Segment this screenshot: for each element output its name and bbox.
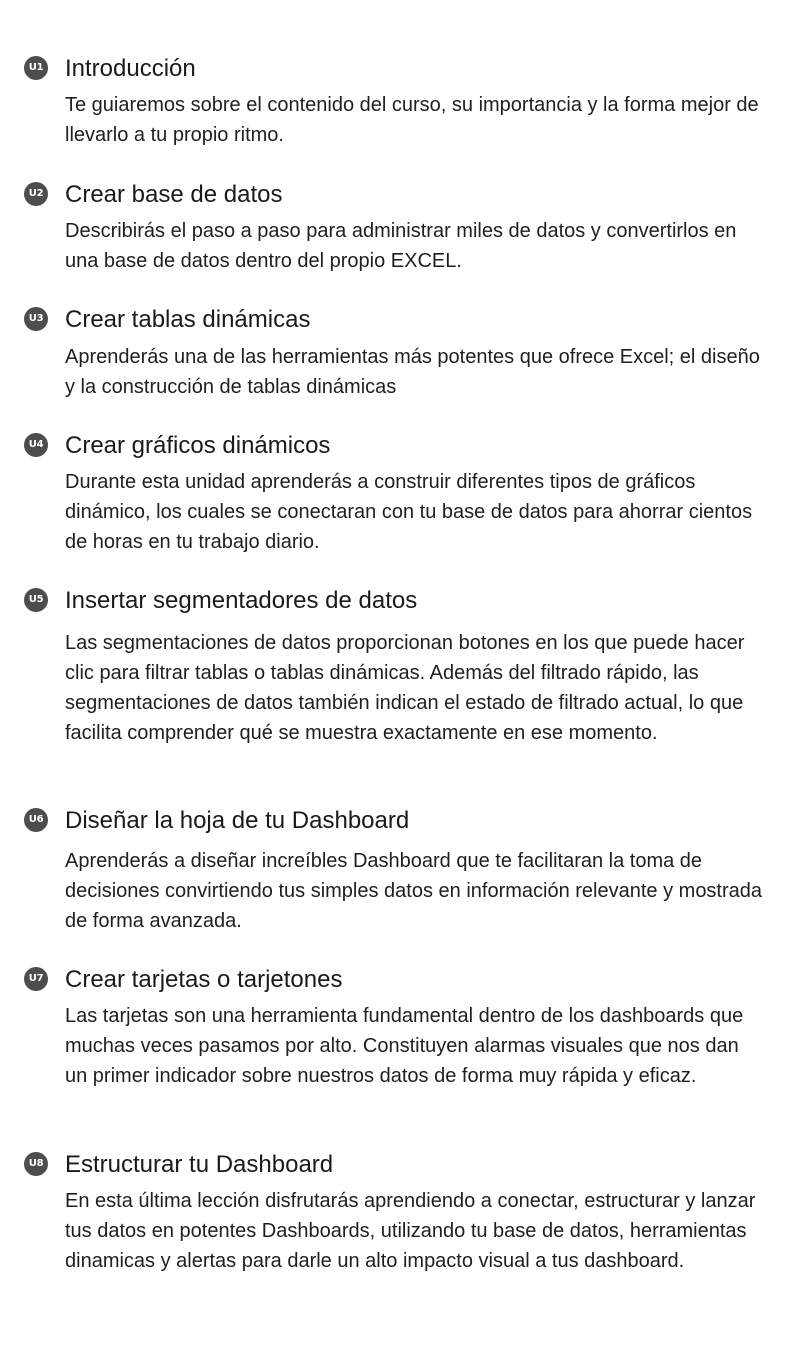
unit-badge: U2 xyxy=(24,182,48,206)
unit-description: Aprenderás una de las herramientas más potentes que ofrece Excel; el diseño y la construcción de tablas dinámicas xyxy=(65,346,760,398)
unit-title: Insertar segmentadores de datos xyxy=(65,587,418,614)
unit-description: Aprenderás a diseñar increíbles Dashboard que te facilitaran la toma de decisiones convirtiendo tus simples datos en información relevante y mostrada de forma avanzada. xyxy=(65,850,763,932)
unit-badge: U7 xyxy=(24,967,48,991)
unit-description: Describirás el paso a paso para administrar miles de datos y convertirlos en una base de datos dentro del propio EXCEL. xyxy=(65,220,737,272)
unit-description: Durante esta unidad aprenderás a construir diferentes tipos de gráficos dinámico, los cuales se conectaran con tu base de datos para ahorrar cientos de horas en tu trabajo diario. xyxy=(65,471,753,553)
unit-badge: U4 xyxy=(24,433,48,457)
unit-title: Introducción xyxy=(65,55,196,82)
unit-title: Crear base de datos xyxy=(65,181,283,208)
unit-description: En esta última lección disfrutarás aprendiendo a conectar, estructurar y lanzar tus datos en potentes Dashboards, utilizando tu base de datos, herramientas dinamicas y alertas para darle un alto impacto visual a tus dashboard. xyxy=(65,1190,756,1272)
unit-title: Estructurar tu Dashboard xyxy=(65,1151,334,1178)
unit-badge: U1 xyxy=(24,56,48,80)
unit-badge: U6 xyxy=(24,808,48,832)
unit-title: Crear tablas dinámicas xyxy=(65,306,311,333)
unit-badge: U5 xyxy=(24,588,48,612)
unit-description: Las segmentaciones de datos proporcionan botones en los que puede hacer clic para filtrar tablas o tablas dinámicas. Además del filtrado rápido, las segmentaciones de datos también indican el estado de filtrado actual, lo que facilita comprender qué se muestra exactamente en ese momento. xyxy=(65,632,745,744)
unit-title: Diseñar la hoja de tu Dashboard xyxy=(65,807,410,834)
unit-badge: U8 xyxy=(24,1152,48,1176)
unit-badge: U3 xyxy=(24,307,48,331)
unit-description: Te guiaremos sobre el contenido del curso, su importancia y la forma mejor de llevarlo a tu propio ritmo. xyxy=(65,94,759,146)
unit-description: Las tarjetas son una herramienta fundamental dentro de los dashboards que muchas veces pasamos por alto. Constituyen alarmas visuales que nos dan un primer indicador sobre nuestros datos de forma muy rápida y eficaz. xyxy=(65,1005,744,1087)
unit-title: Crear tarjetas o tarjetones xyxy=(65,966,343,993)
unit-title: Crear gráficos dinámicos xyxy=(65,432,331,459)
